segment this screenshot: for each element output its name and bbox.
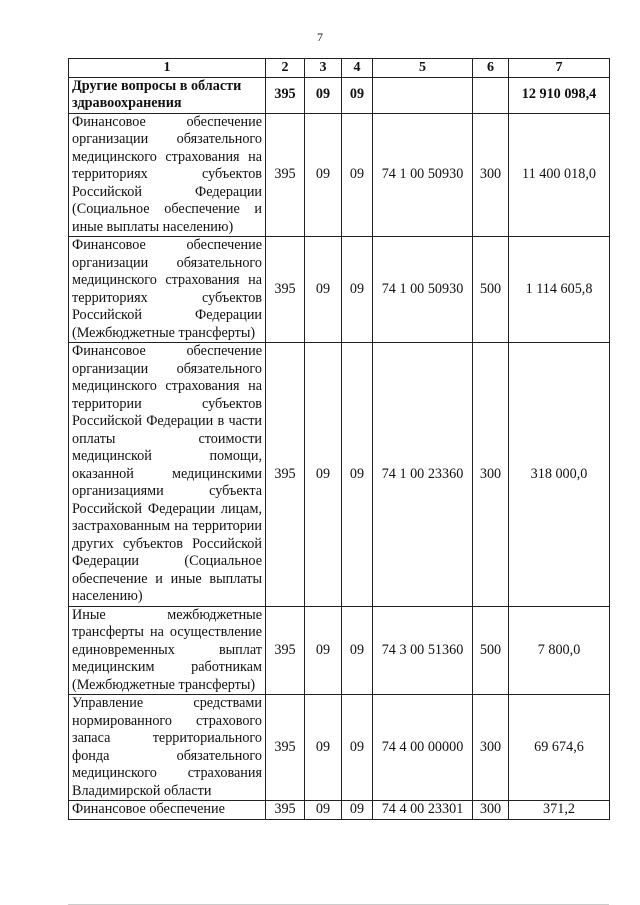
cell-amount: 69 674,6	[509, 695, 610, 801]
cell-subsection: 09	[342, 77, 373, 113]
column-header: 3	[305, 59, 342, 78]
column-header: 1	[69, 59, 266, 78]
row-description: Финансовое обеспечение организации обязательного медицинского страхования на территории субъектов Российской Федерации в части оплаты стоимости медицинской помощи, оказанной медицинскими организациями субъекта Российской Федерации лицам, застрахованным на территории других субъектов Российской Федерации (Социальное обеспечение и иные выплаты населению)	[69, 343, 266, 607]
cell-code: 395	[266, 237, 305, 343]
column-header: 6	[473, 59, 509, 78]
cell-expense-type: 300	[473, 113, 509, 237]
cell-target-article: 74 1 00 50930	[373, 237, 473, 343]
table-row	[69, 695, 610, 801]
cell-code: 395	[266, 695, 305, 801]
cell-target-article: 74 1 00 50930	[373, 113, 473, 237]
column-header: 7	[509, 59, 610, 78]
row-description: Финансовое обеспечение организации обязательного медицинского страхования на территориях субъектов Российской Федерации (Межбюджетные трансферты)	[69, 237, 266, 343]
cell-code: 395	[266, 113, 305, 237]
table-row	[69, 77, 610, 113]
cell-section: 09	[305, 801, 342, 820]
cell-subsection: 09	[342, 801, 373, 820]
cell-section: 09	[305, 113, 342, 237]
cell-amount: 11 400 018,0	[509, 113, 610, 237]
cell-target-article: 74 4 00 23301	[373, 801, 473, 820]
budget-table	[68, 58, 610, 820]
table-row	[69, 801, 610, 820]
cell-subsection: 09	[342, 237, 373, 343]
row-description: Управление средствами нормированного страхового запаса территориального фонда обязательного медицинского страхования Владимирской области	[69, 695, 266, 801]
cell-amount: 371,2	[509, 801, 610, 820]
cell-target-article: 74 4 00 00000	[373, 695, 473, 801]
cell-amount: 12 910 098,4	[509, 77, 610, 113]
column-header: 2	[266, 59, 305, 78]
cell-section: 09	[305, 606, 342, 695]
cell-expense-type: 300	[473, 801, 509, 820]
row-description: Иные межбюджетные трансферты на осуществление единовременных выплат медицинским работникам (Межбюджетные трансферты)	[69, 606, 266, 695]
cell-code: 395	[266, 606, 305, 695]
cell-expense-type: 300	[473, 695, 509, 801]
row-description: Финансовое обеспечение организации обязательного медицинского страхования на территориях субъектов Российской Федерации (Социальное обеспечение и иные выплаты населению)	[69, 113, 266, 237]
cell-expense-type	[473, 77, 509, 113]
cell-target-article	[373, 77, 473, 113]
cell-code: 395	[266, 343, 305, 607]
header-row	[69, 59, 610, 78]
cell-subsection: 09	[342, 695, 373, 801]
cell-expense-type: 500	[473, 237, 509, 343]
cell-section: 09	[305, 237, 342, 343]
page-number: 7	[317, 30, 323, 44]
cell-target-article: 74 3 00 51360	[373, 606, 473, 695]
cell-amount: 318 000,0	[509, 343, 610, 607]
column-header: 5	[373, 59, 473, 78]
cell-expense-type: 300	[473, 343, 509, 607]
row-description: Другие вопросы в области здравоохранения	[69, 77, 266, 113]
cell-expense-type: 500	[473, 606, 509, 695]
table-row	[69, 237, 610, 343]
cell-section: 09	[305, 343, 342, 607]
cell-subsection: 09	[342, 113, 373, 237]
cell-target-article: 74 1 00 23360	[373, 343, 473, 607]
cell-subsection: 09	[342, 343, 373, 607]
table-row	[69, 113, 610, 237]
cell-section: 09	[305, 77, 342, 113]
table-row	[69, 343, 610, 607]
cell-subsection: 09	[342, 606, 373, 695]
cell-code: 395	[266, 77, 305, 113]
table-row	[69, 606, 610, 695]
cell-amount: 7 800,0	[509, 606, 610, 695]
row-description: Финансовое обеспечение	[69, 801, 266, 820]
column-header: 4	[342, 59, 373, 78]
cell-section: 09	[305, 695, 342, 801]
cell-code: 395	[266, 801, 305, 820]
cell-amount: 1 114 605,8	[509, 237, 610, 343]
